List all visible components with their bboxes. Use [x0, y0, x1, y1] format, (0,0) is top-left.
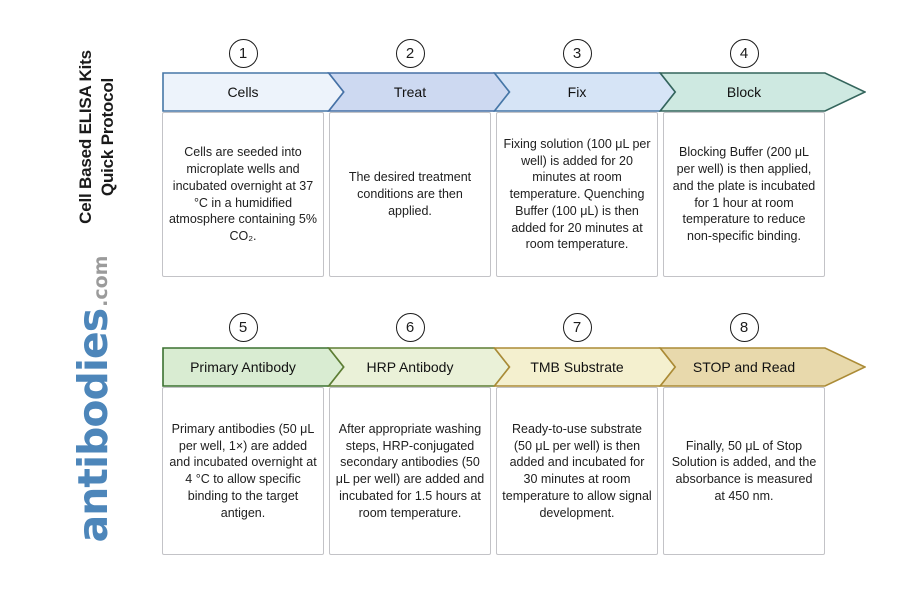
- step-description-box-3: [496, 112, 658, 277]
- step-label-fix: Fix: [567, 84, 587, 100]
- protocol-title-line1: Cell Based ELISA Kits: [75, 50, 95, 224]
- step-description-5: Primary antibodies (50 μL per well, 1×) are added and incubated overnight at 4 °C to allow specific binding to the target antigen.: [169, 421, 317, 520]
- step-description-7: Ready-to-use substrate (50 μL per well) is then added and incubated for 30 minutes at room temperature to allow signal development.: [502, 421, 652, 520]
- step-number-row-2: [162, 312, 825, 342]
- step-number-badge-3: 3: [563, 39, 592, 68]
- antibodies-logo: [69, 229, 133, 569]
- step-label-block: Block: [726, 84, 762, 100]
- step-label-cells: Cells: [227, 84, 259, 100]
- step-description-box-6: [329, 387, 491, 555]
- antibodies-logo-text: antibodies: [69, 308, 117, 543]
- step-description-3: Fixing solution (100 μL per well) is added for 20 minutes at room temperature. Quenching Buffer (100 μL) is then added for 20 minutes at room temperature.: [503, 136, 651, 252]
- step-description-6: After appropriate washing steps, HRP-conjugated secondary antibodies (50 μL per well) are added and incubated for 1.5 hours at room temperature.: [335, 421, 485, 520]
- step-description-box-7: [496, 387, 658, 555]
- step-number-badge-7: 7: [563, 313, 592, 342]
- step-label-stop-and-read: STOP and Read: [692, 359, 796, 375]
- step-label-treat: Treat: [393, 84, 427, 100]
- step-number-badge-8: 8: [730, 313, 759, 342]
- protocol-title-line2: Quick Protocol: [98, 77, 117, 197]
- step-description-box-1: [162, 112, 324, 277]
- step-label-primary-antibody: Primary Antibody: [190, 359, 296, 375]
- step-label-row-1: [162, 72, 825, 112]
- step-description-1: Cells are seeded into microplate wells and incubated overnight at 37 °C in a humidified atmosphere containing 5% CO₂.: [168, 145, 317, 243]
- step-description-box-2: [329, 112, 491, 277]
- step-number-row-1: [162, 38, 825, 68]
- step-label-row-2: [162, 347, 825, 387]
- antibodies-logo-suffix: .com: [90, 255, 112, 307]
- step-label-tmb-substrate: TMB Substrate: [530, 359, 624, 375]
- protocol-title: [72, 32, 122, 242]
- step-label-hrp-antibody: HRP Antibody: [366, 359, 454, 375]
- step-box-row-1: [162, 112, 825, 277]
- step-description-2: The desired treatment conditions are then applied.: [348, 170, 472, 218]
- step-number-badge-2: 2: [396, 39, 425, 68]
- step-description-4: Blocking Buffer (200 μL per well) is then applied, and the plate is incubated for 1 hour at room temperature to reduce non-specific binding.: [672, 145, 816, 243]
- step-number-badge-5: 5: [229, 313, 258, 342]
- step-number-badge-1: 1: [229, 39, 258, 68]
- step-description-box-5: [162, 387, 324, 555]
- step-box-row-2: [162, 387, 825, 555]
- step-description-box-4: [663, 112, 825, 277]
- step-description-8: Finally, 50 μL of Stop Solution is added, and the absorbance is measured at 450 nm.: [671, 438, 817, 503]
- step-number-badge-6: 6: [396, 313, 425, 342]
- step-description-box-8: [663, 387, 825, 555]
- step-number-badge-4: 4: [730, 39, 759, 68]
